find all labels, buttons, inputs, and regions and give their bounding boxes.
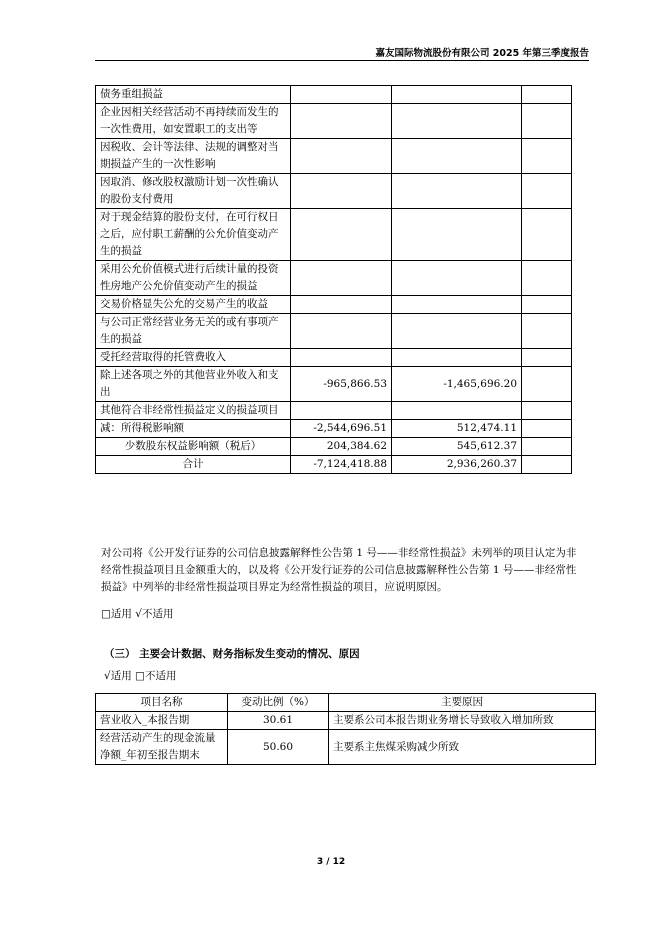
table-row (96, 367, 572, 402)
table-row (96, 104, 572, 139)
row-label: 企业因相关经营活动不再持续而发生的一次性费用，如安置职工的支出等 (96, 104, 291, 139)
row-value-v3 (522, 367, 572, 402)
header-rule (95, 60, 589, 61)
row-label: 减：所得税影响额 (96, 420, 291, 438)
row-value-v3 (522, 420, 572, 438)
change-ratio: 50.60 (228, 730, 329, 765)
row-value-v2 (392, 261, 522, 296)
row-value-v1 (291, 174, 392, 209)
main-reason: 主要系公司本报告期业务增长导致收入增加所致 (329, 712, 596, 730)
change-ratio: 30.61 (228, 712, 329, 730)
section-title: （三） 主要会计数据、财务指标发生变动的情况、原因 (104, 648, 360, 660)
row-label: 对于现金结算的股份支付，在可行权日之后，应付职工薪酬的公允价值变动产生的损益 (96, 209, 291, 261)
row-value-v2 (392, 402, 522, 420)
header-change-ratio: 变动比例（%） (228, 694, 329, 712)
row-value-v1: 204,384.62 (291, 438, 392, 456)
row-value-v3 (522, 261, 572, 296)
row-value-v3 (522, 456, 572, 474)
row-value-v1 (291, 349, 392, 367)
row-label: 因税收、会计等法律、法规的调整对当期损益产生的一次性影响 (96, 139, 291, 174)
row-value-v3 (522, 174, 572, 209)
row-value-v2 (392, 349, 522, 367)
row-value-v2 (392, 174, 522, 209)
row-value-v1: -7,124,418.88 (291, 456, 392, 474)
item-name: 营业收入_本报告期 (96, 712, 228, 730)
nonrecurring-gains-table (95, 85, 572, 474)
header-item-name: 项目名称 (96, 694, 228, 712)
row-value-v3 (522, 139, 572, 174)
row-value-v3 (522, 86, 572, 104)
row-value-v1: -2,544,696.51 (291, 420, 392, 438)
row-value-v1 (291, 209, 392, 261)
report-header: 嘉友国际物流股份有限公司 2025 年第三季度报告 (375, 48, 589, 59)
table-row (96, 420, 572, 438)
row-value-v2: 545,612.37 (392, 438, 522, 456)
row-value-v1 (291, 261, 392, 296)
row-label: 除上述各项之外的其他营业外收入和支出 (96, 367, 291, 402)
row-value-v3 (522, 438, 572, 456)
header-main-reason: 主要原因 (329, 694, 596, 712)
table-row (96, 261, 572, 296)
row-label: 其他符合非经常性损益定义的损益项目 (96, 402, 291, 420)
table-row (96, 712, 596, 730)
row-value-v2 (392, 86, 522, 104)
note-applicability-option: □适用 √不适用 (101, 608, 174, 620)
row-value-v1 (291, 402, 392, 420)
table-row (96, 314, 572, 349)
table-row (96, 139, 572, 174)
row-value-v3 (522, 349, 572, 367)
row-value-v2 (392, 209, 522, 261)
table-row (96, 209, 572, 261)
row-value-v2: -1,465,696.20 (392, 367, 522, 402)
row-value-v2: 2,936,260.37 (392, 456, 522, 474)
row-value-v3 (522, 296, 572, 314)
row-value-v1 (291, 296, 392, 314)
row-value-v3 (522, 104, 572, 139)
row-label: 少数股东权益影响额（税后） (96, 438, 291, 456)
table-row (96, 438, 572, 456)
row-label: 因取消、修改股权激励计划一次性确认的股份支付费用 (96, 174, 291, 209)
row-value-v2: 512,474.11 (392, 420, 522, 438)
page-number: 3 / 12 (316, 857, 346, 867)
item-name: 经营活动产生的现金流量净额_年初至报告期末 (96, 730, 228, 765)
row-value-v2 (392, 314, 522, 349)
table-row (96, 456, 572, 474)
table-row (96, 349, 572, 367)
table-header-row (96, 694, 596, 712)
row-value-v3 (522, 209, 572, 261)
row-label: 合计 (96, 456, 291, 474)
change-reasons-table (95, 693, 596, 765)
table-row (96, 174, 572, 209)
row-label: 采用公允价值模式进行后续计量的投资性房地产公允价值变动产生的损益 (96, 261, 291, 296)
row-value-v1: -965,866.53 (291, 367, 392, 402)
row-value-v1 (291, 139, 392, 174)
main-reason: 主要系主焦煤采购减少所致 (329, 730, 596, 765)
row-value-v2 (392, 139, 522, 174)
row-value-v3 (522, 314, 572, 349)
note-paragraph (101, 545, 585, 596)
row-label: 债务重组损益 (96, 86, 291, 104)
table-row (96, 296, 572, 314)
row-value-v1 (291, 86, 392, 104)
row-value-v2 (392, 104, 522, 139)
row-label: 交易价格显失公允的交易产生的收益 (96, 296, 291, 314)
row-value-v1 (291, 104, 392, 139)
row-value-v2 (392, 296, 522, 314)
table-row (96, 402, 572, 420)
row-value-v1 (291, 314, 392, 349)
row-label: 与公司正常经营业务无关的或有事项产生的损益 (96, 314, 291, 349)
table-row (96, 730, 596, 765)
table-row (96, 86, 572, 104)
note-text: 对公司将《公开发行证券的公司信息披露解释性公告第 1 号——非经常性损益》未列举的项目认定为非经常性损益项目且金额重大的，以及将《公开发行证券的公司信息披露解释性公告第 1 号——非经常性损益》中列举的非经常性损益项目界定为经常性损益的项目，应说明原因。 (101, 547, 577, 593)
section-applicability-option: √适用 □不适用 (104, 670, 177, 682)
row-label: 受托经营取得的托管费收入 (96, 349, 291, 367)
row-value-v3 (522, 402, 572, 420)
